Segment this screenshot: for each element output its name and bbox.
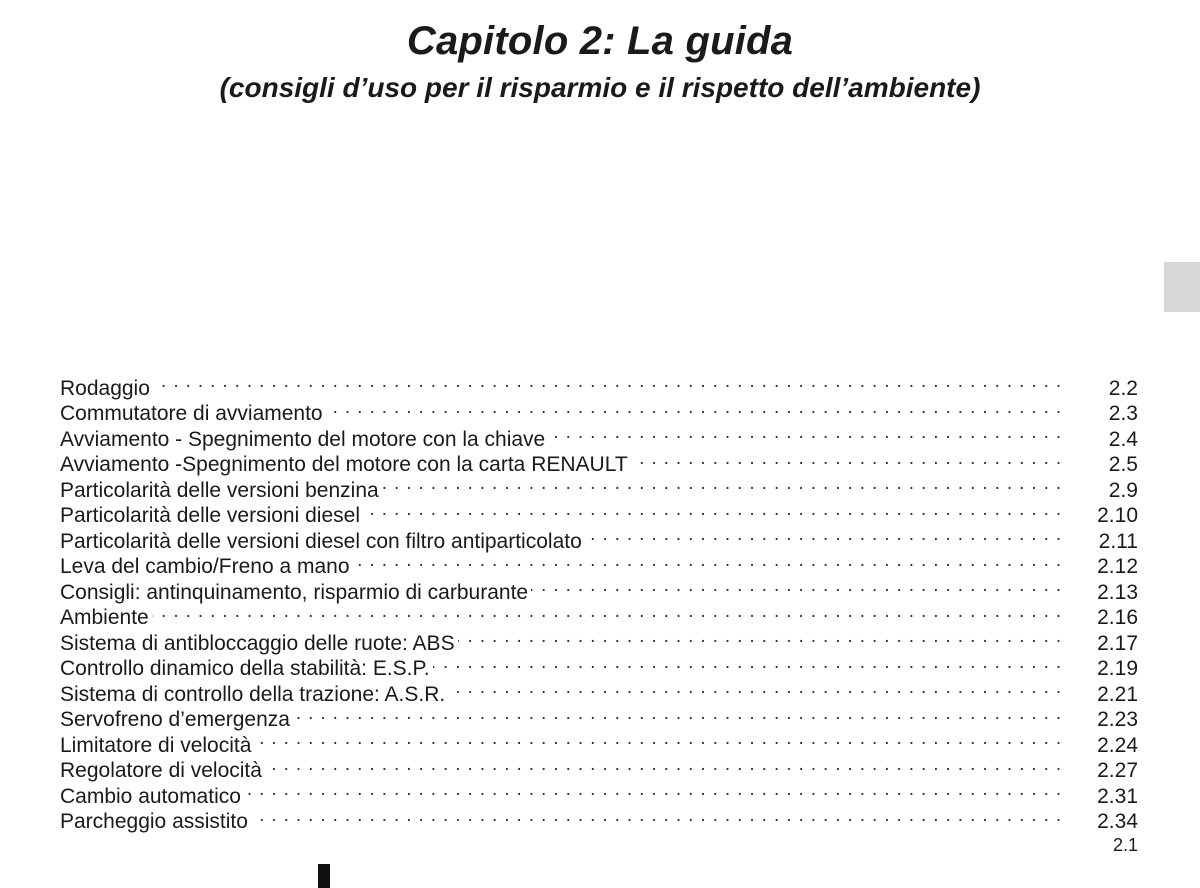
toc-item-label: Avviamento - Spegnimento del motore con la chiave [60,427,548,453]
toc-item-label: Particolarità delle versioni benzina [60,478,382,504]
toc-item[interactable] [60,369,1138,400]
toc-leader-dots [433,650,1062,676]
toc-leader-dots [265,752,1062,778]
print-crop-mark [318,864,330,888]
toc-item-page: 2.10 [1097,504,1138,527]
toc-item-page: 2.9 [1108,478,1138,502]
toc-item-label: Parcheggio assistito [60,809,251,835]
toc-item-page: 2.24 [1097,733,1138,757]
table-of-contents [60,369,1138,833]
toc-item-label: Sistema di antibloccaggio delle ruote: ABS [60,631,458,657]
toc-item-page: 2.19 [1097,657,1138,680]
toc-item-label: Controllo dinamico della stabilità: E.S.P. [60,656,433,682]
toc-item-page: 2.16 [1097,606,1138,629]
toc-leader-dots [363,497,1062,523]
toc-item-label: Servofreno d’emergenza [60,707,293,733]
chapter-title: Capitolo 2: La guida [406,19,794,63]
page-number: 2.1 [1112,835,1138,855]
toc-item-label: Sistema di controllo della trazione: A.S.R. [60,682,448,708]
toc-item-page: 2.12 [1097,555,1138,578]
toc-item-page: 2.34 [1097,810,1138,833]
toc-item-page: 2.23 [1097,708,1138,731]
toc-leader-dots [153,369,1062,395]
toc-item-page: 2.5 [1108,453,1138,476]
toc-leader-dots [244,777,1062,803]
chapter-side-tab [1164,262,1200,312]
toc-item-page: 2.11 [1098,529,1138,553]
toc-item-label: Consigli: antinquinamento, risparmio di carburante [60,580,531,606]
toc-item-page: 2.27 [1097,759,1138,782]
toc-item-page: 2.3 [1108,402,1138,425]
toc-item-label: Avviamento -Spegnimento del motore con la carta RENAULT [60,452,631,478]
toc-item[interactable] [60,395,1138,425]
toc-leader-dots [254,726,1062,752]
toc-leader-dots [458,624,1062,650]
toc-item-label: Ambiente [60,605,152,631]
toc-item-label: Rodaggio [60,376,153,402]
toc-leader-dots [585,522,1062,548]
toc-item-page: 2.17 [1097,631,1138,655]
toc-item-label: Limitatore di velocità [60,733,254,759]
toc-item-label: Commutatore di avviamento [60,401,326,427]
toc-item-label: Cambio automatico [60,784,244,810]
toc-item-label: Regolatore di velocità [60,758,265,784]
toc-leader-dots [251,803,1062,829]
toc-leader-dots [448,675,1062,701]
toc-item-page: 2.4 [1108,427,1138,451]
toc-item-label: Particolarità delle versioni diesel [60,503,363,529]
toc-item-page: 2.2 [1108,376,1138,400]
toc-item-page: 2.21 [1097,682,1138,706]
toc-item-page: 2.31 [1097,784,1138,808]
toc-leader-dots [531,573,1062,599]
toc-leader-dots [326,395,1062,421]
toc-item-label: Leva del cambio/Freno a mano [60,554,353,580]
toc-item-label: Particolarità delle versioni diesel con filtro antiparticolato [60,529,585,555]
toc-item-page: 2.13 [1097,580,1138,604]
toc-leader-dots [631,446,1062,472]
toc-item[interactable] [60,624,1138,655]
toc-leader-dots [548,420,1062,446]
chapter-subtitle: (consigli d’uso per il risparmio e il rispetto dell’ambiente) [219,72,981,103]
